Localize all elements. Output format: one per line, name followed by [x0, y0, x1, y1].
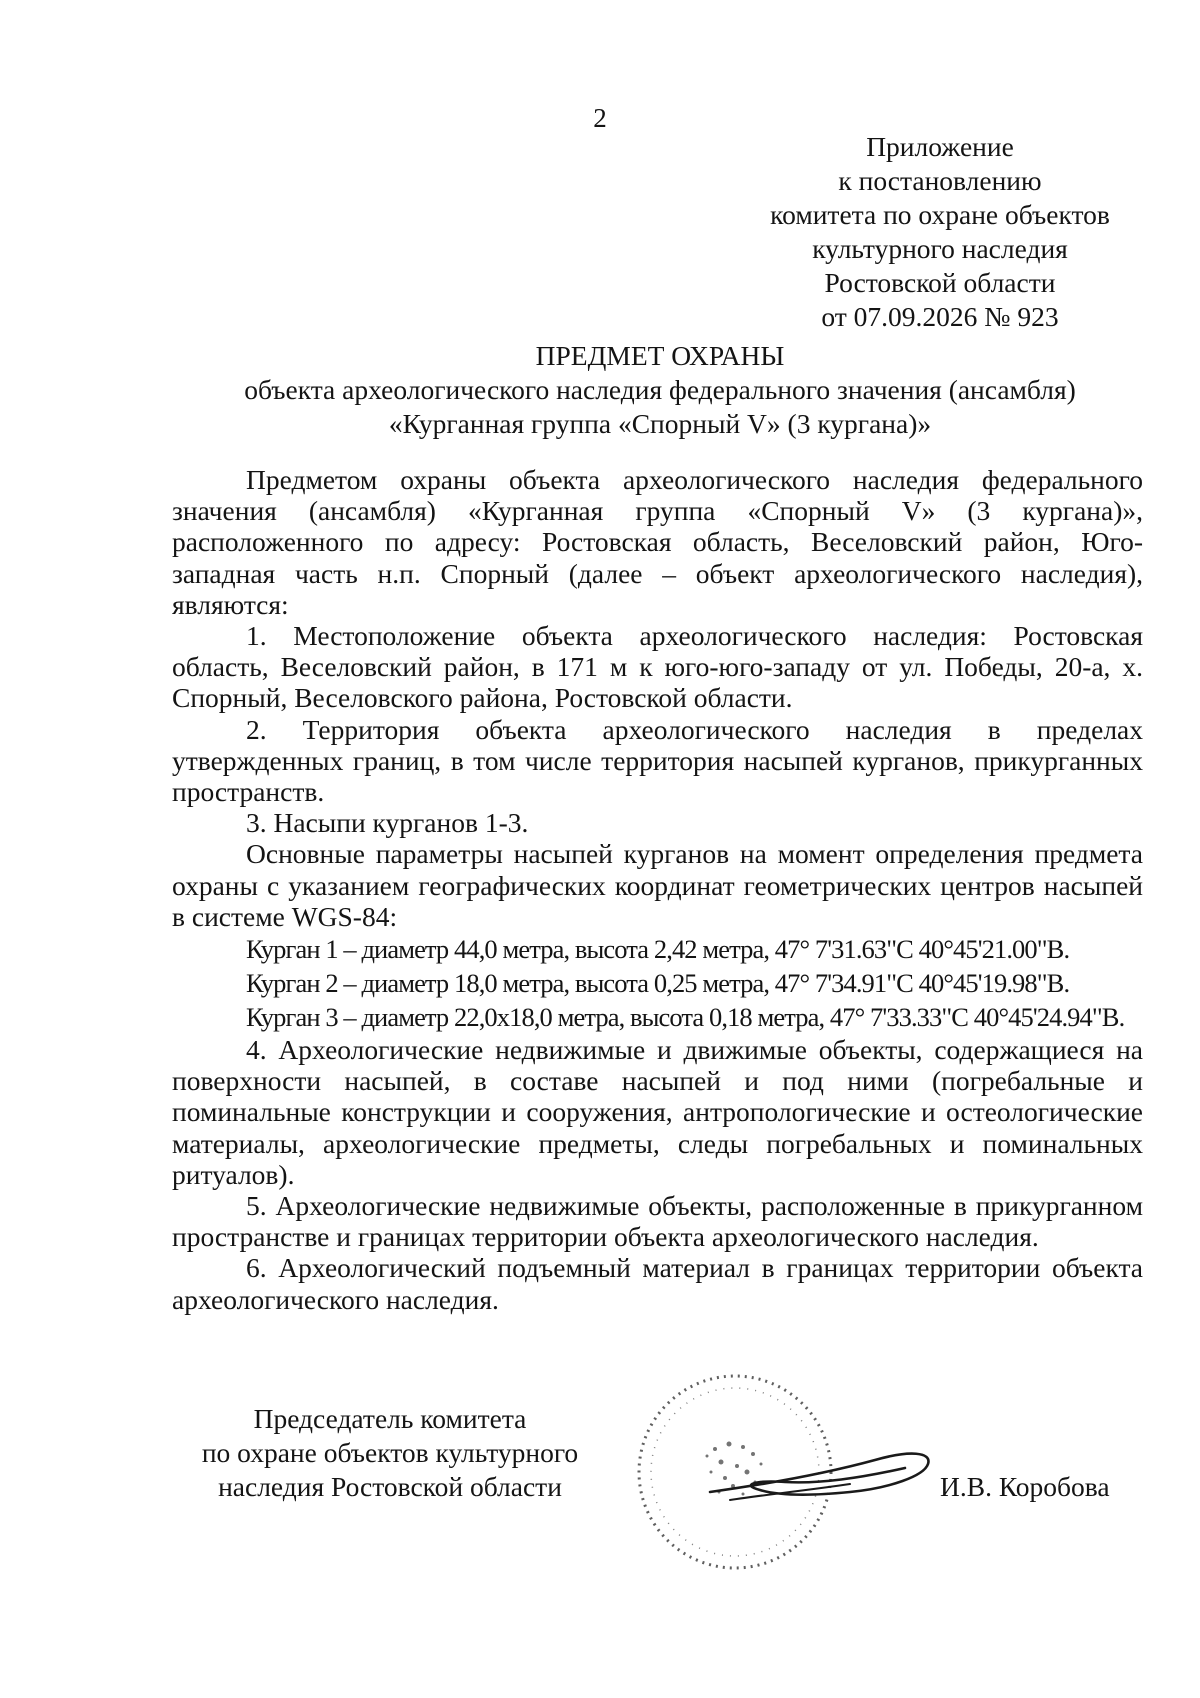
appendix-line: Приложение	[866, 131, 1014, 162]
item-6-paragraph: 6. Археологический подъемный материал в границах территории объекта археологического наследия.	[172, 1252, 1143, 1315]
intro-paragraph: Предметом охраны объекта археологического наследия федерального значения (ансамбля) «Курганная группа «Спорный V» (3 кургана)», расположенного по адресу: Ростовская область, Веселовский район, Юго-западная часть н.п. Спорный (далее – объект археологического наследия), являются:	[172, 464, 1143, 620]
item-2-paragraph: 2. Территория объекта археологического наследия в пределах утвержденных границ, в том числе территория насыпей курганов, прикурганных пространств.	[172, 713, 1143, 808]
document-body	[172, 464, 1143, 1315]
document-title	[160, 339, 1160, 441]
appendix-line: к постановлению	[838, 165, 1042, 196]
appendix-line: культурного наследия	[812, 233, 1068, 264]
parameters-intro-paragraph: Основные параметры насыпей курганов на момент определения предмета охраны с указанием географических координат геометрических центров насыпей в системе WGS-84:	[172, 838, 1143, 932]
appendix-header	[735, 130, 1145, 334]
item-4-paragraph: 4. Археологические недвижимые и движимые объекты, содержащиеся на поверхности насыпей, в составе насыпей и под ними (погребальные и поминальные конструкции и сооружения, антропологические и остеологические материалы, археологические предметы, следы погребальных и поминальных ритуалов).	[172, 1034, 1143, 1190]
title-heading: ПРЕДМЕТ ОХРАНЫ	[535, 340, 785, 371]
mound-3-line: Курган 3 – диаметр 22,0х18,0 метра, высота 0,18 метра, 47° 7'33.33"С 40°45'24.94"В.	[246, 1002, 1125, 1033]
handwritten-signature-icon	[700, 1430, 940, 1520]
mound-2-line: Курган 2 – диаметр 18,0 метра, высота 0,25 метра, 47° 7'34.91"С 40°45'19.98"В.	[246, 968, 1070, 999]
appendix-line: комитета по охране объектов	[770, 199, 1110, 230]
signatory-position-line: Председатель комитета	[253, 1403, 527, 1434]
title-subheading: объекта археологического наследия федерального значения (ансамбля)	[244, 374, 1076, 405]
item-5-paragraph: 5. Археологические недвижимые объекты, расположенные в прикурганном пространстве и границах территории объекта археологического наследия.	[172, 1190, 1143, 1253]
signatory-position-line: наследия Ростовской области	[218, 1471, 562, 1502]
title-subheading: «Курганная группа «Спорный V» (3 кургана)»	[388, 408, 932, 439]
signatory-position	[170, 1402, 610, 1504]
item-1-paragraph: 1. Местоположение объекта археологического наследия: Ростовская область, Веселовский район, в 171 м к юго-юго-западу от ул. Победы, 20-а, х. Спорный, Веселовского района, Ростовской области.	[172, 620, 1143, 714]
signatory-name: И.В. Коробова	[940, 1471, 1110, 1502]
item-3-paragraph: 3. Насыпи курганов 1-3.	[246, 807, 529, 839]
appendix-line: от 07.09.2026 № 923	[821, 301, 1059, 332]
page-number: 2	[593, 103, 607, 133]
mound-1-line: Курган 1 – диаметр 44,0 метра, высота 2,42 метра, 47° 7'31.63"С 40°45'21.00"В.	[246, 934, 1070, 965]
appendix-line: Ростовской области	[824, 267, 1056, 298]
signatory-position-line: по охране объектов культурного	[201, 1437, 579, 1468]
signature-block	[0, 1402, 1200, 1602]
